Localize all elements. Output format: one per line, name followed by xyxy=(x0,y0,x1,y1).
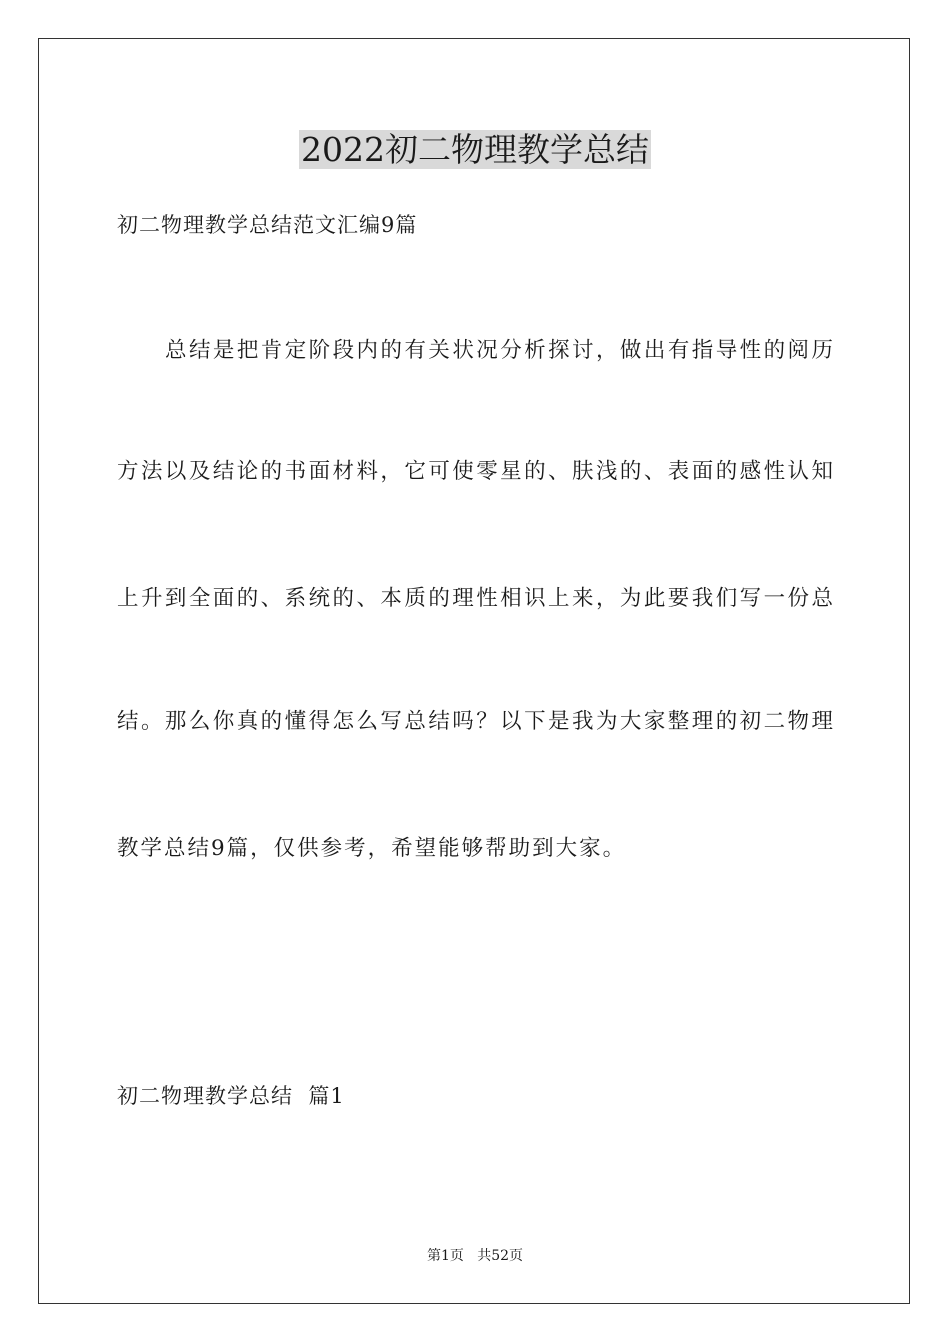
document-title-text: 2022初二物理教学总结 xyxy=(301,130,649,169)
document-subtitle: 初二物理教学总结范文汇编9篇 xyxy=(117,213,418,237)
paragraph-line: 上升到全面的、系统的、本质的理性相识上来，为此要我们写一份总 xyxy=(117,586,833,611)
page-footer: 第1页 共52页 xyxy=(426,1248,524,1264)
document-title xyxy=(0,128,950,172)
paragraph-line: 结。那么你真的懂得怎么写总结吗？以下是我为大家整理的初二物理 xyxy=(117,709,833,734)
paragraph-line: 总结是把肯定阶段内的有关状况分析探讨，做出有指导性的阅历 xyxy=(165,338,833,363)
section-heading: 初二物理教学总结 篇1 xyxy=(117,1084,345,1108)
paragraph-line: 方法以及结论的书面材料，它可使零星的、肤浅的、表面的感性认知 xyxy=(117,459,833,484)
paragraph-line: 教学总结9篇，仅供参考，希望能够帮助到大家。 xyxy=(117,836,627,861)
